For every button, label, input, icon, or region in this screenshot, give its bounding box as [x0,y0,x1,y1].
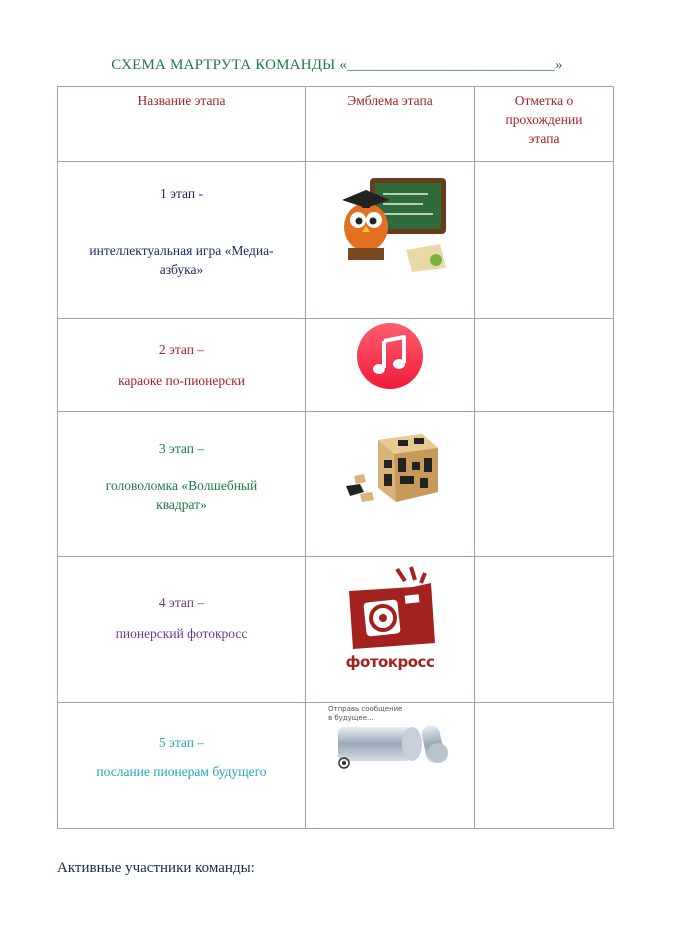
table-row [58,162,614,319]
stage-2-name [58,319,306,412]
stage-1-name [58,162,306,319]
stage-1-description: интеллектуальная игра «Медиа-азбука» [89,242,274,277]
stage-4-number: 4 этап – [158,594,205,610]
stage-2-description: караоке по-пионерски [118,373,245,388]
stage-5-name [58,703,306,829]
team-members-label: Активные участники команды: [57,860,255,876]
page-title: СХЕМА МАРТРУТА КОМАНДЫ «___________________________» [111,57,563,73]
stage-1-mark[interactable] [475,162,614,319]
photocross-logo-text: фотокросс [345,653,435,671]
route-table [57,86,614,829]
stage-2-mark[interactable] [475,319,614,412]
stage-5-emblem [306,703,475,829]
music-note-icon [357,323,423,389]
table-header-row [58,87,614,162]
stage-4-mark[interactable] [475,557,614,703]
stage-3-description: головоломка «Волшебный квадрат» [105,477,258,512]
stage-3-mark[interactable] [475,412,614,557]
header-stage-name: Название этапа [58,87,306,162]
camera-icon [335,565,445,675]
stage-1-number: 1 этап - [160,185,203,201]
table-row [58,412,614,557]
stage-4-emblem [306,557,475,703]
stage-5-description: послание пионерам будущего [96,763,267,779]
stage-4-name [58,557,306,703]
header-mark: Отметка о прохождении этапа [475,87,614,162]
time-capsule-caption: Отправь сообщение в будущее... [328,705,403,722]
stage-5-mark[interactable] [475,703,614,829]
puzzle-cube-icon [338,430,442,510]
table-row [58,319,614,412]
time-capsule-icon [328,705,452,775]
stage-4-description: пионерский фотокросс [115,625,248,641]
stage-2-emblem [306,319,475,412]
stage-5-number: 5 этап – [158,734,205,750]
stage-1-emblem [306,162,475,319]
table-row [58,703,614,829]
stage-3-emblem [306,412,475,557]
stage-2-number: 2 этап – [158,342,205,357]
owl-teacher-icon [328,172,452,272]
stage-3-name [58,412,306,557]
stage-3-number: 3 этап – [158,440,205,456]
header-emblem: Эмблема этапа [306,87,475,162]
table-row [58,557,614,703]
